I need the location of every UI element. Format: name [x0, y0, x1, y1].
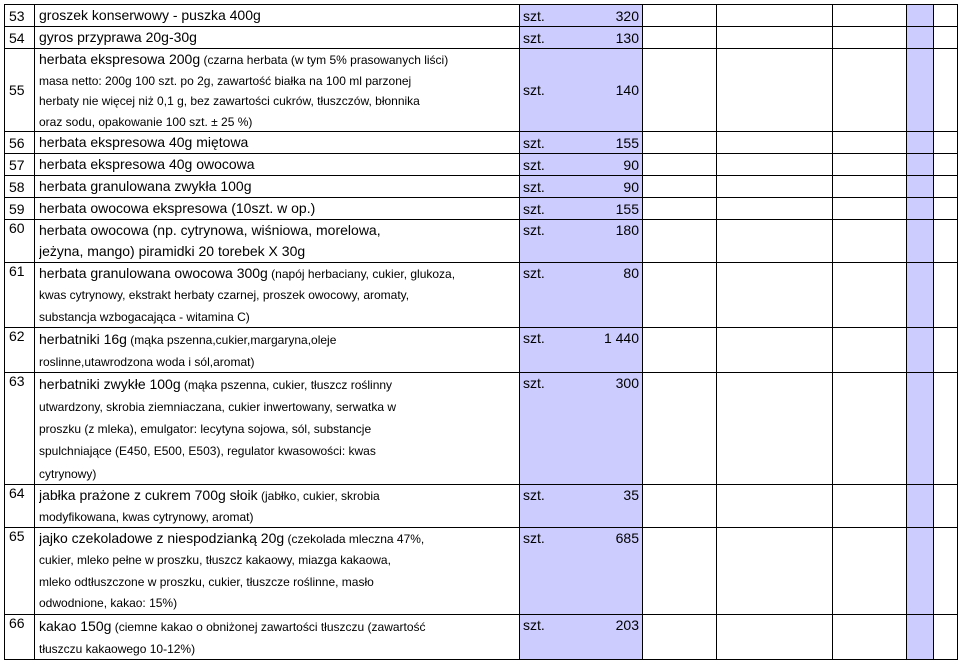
- product-description: [35, 220, 520, 263]
- product-name: herbata owocowa (np. cytrynowa, wiśniowa, morelowa,: [39, 222, 381, 238]
- empty-cell-1: [643, 327, 717, 372]
- unit-cell: szt.: [520, 49, 595, 132]
- empty-cell-3: [833, 176, 907, 198]
- product-details: (mąka pszenna, cukier, tłuszcz roślinny: [180, 377, 393, 392]
- empty-cell-4: [907, 132, 934, 154]
- product-details: (jabłko, cukier, skrobia: [257, 488, 380, 503]
- product-details: kwas cytrynowy, ekstrakt herbaty czarnej, proszek owocowy, aromaty,: [39, 288, 410, 303]
- empty-cell-3: [833, 5, 907, 27]
- empty-cell-2: [717, 27, 833, 49]
- row-number: 59: [5, 198, 35, 220]
- empty-cell-4: [907, 527, 934, 614]
- product-name: gyros przyprawa 20g-30g: [39, 29, 197, 45]
- table-row: [5, 27, 958, 49]
- product-details: odwodnione, kakao: 15%): [39, 596, 178, 611]
- unit-cell: szt.: [520, 527, 595, 614]
- product-description: [35, 132, 520, 154]
- empty-cell-4: [907, 263, 934, 328]
- table-row: [5, 484, 958, 527]
- empty-cell-2: [717, 484, 833, 527]
- unit-cell: szt.: [520, 176, 595, 198]
- empty-cell-1: [643, 27, 717, 49]
- empty-cell-5: [934, 220, 958, 263]
- description-line: [39, 198, 519, 219]
- product-name: herbatniki 16g: [39, 330, 127, 347]
- row-number: 63: [5, 372, 35, 484]
- product-name: herbata granulowana owocowa 300g: [39, 265, 268, 281]
- product-description: [35, 327, 520, 372]
- description-line: [39, 373, 519, 395]
- product-description: [35, 263, 520, 328]
- empty-cell-2: [717, 198, 833, 220]
- unit-cell: szt.: [520, 132, 595, 154]
- quantity-cell: 320: [595, 5, 643, 27]
- table-row: [5, 198, 958, 220]
- row-number: 65: [5, 527, 35, 614]
- product-details: modyfikowana, kwas cytrynowy, aromat): [39, 509, 254, 524]
- empty-cell-2: [717, 327, 833, 372]
- empty-cell-3: [833, 484, 907, 527]
- product-description: [35, 198, 520, 220]
- product-description: [35, 527, 520, 614]
- empty-cell-5: [934, 614, 958, 659]
- empty-cell-1: [643, 484, 717, 527]
- empty-cell-3: [833, 372, 907, 484]
- row-number: 64: [5, 484, 35, 527]
- description-line: [39, 506, 519, 527]
- product-description: [35, 5, 520, 27]
- table-row: [5, 527, 958, 614]
- row-number: 58: [5, 176, 35, 198]
- unit-cell: szt.: [520, 263, 595, 328]
- description-line: [39, 549, 519, 571]
- product-details: cytrynowy): [39, 466, 97, 481]
- description-line: [39, 70, 519, 91]
- description-line: [39, 637, 519, 659]
- description-line: [39, 350, 519, 372]
- product-details: masa netto: 200g 100 szt. po 2g, zawartość białka na 100 ml parzonej: [39, 73, 412, 88]
- unit-cell: szt.: [520, 484, 595, 527]
- quantity-cell: 90: [595, 176, 643, 198]
- product-description: [35, 484, 520, 527]
- empty-cell-1: [643, 132, 717, 154]
- empty-cell-5: [934, 27, 958, 49]
- product-details: substancja wzbogacająca - witamina C): [39, 309, 250, 324]
- empty-cell-5: [934, 484, 958, 527]
- empty-cell-4: [907, 484, 934, 527]
- description-line: [39, 328, 519, 350]
- empty-cell-1: [643, 263, 717, 328]
- unit-cell: szt.: [520, 327, 595, 372]
- table-row: [5, 49, 958, 132]
- empty-cell-4: [907, 614, 934, 659]
- empty-cell-1: [643, 49, 717, 132]
- empty-cell-4: [907, 49, 934, 132]
- description-line: [39, 154, 519, 175]
- row-number: 66: [5, 614, 35, 659]
- quantity-cell: 685: [595, 527, 643, 614]
- unit-cell: szt.: [520, 154, 595, 176]
- product-details: (napój herbaciany, cukier, glukoza,: [267, 267, 456, 281]
- product-details: herbaty nie więcej niż 0,1 g, bez zawartości cukrów, tłuszczów, błonnika: [39, 94, 420, 108]
- product-name: jabłka prażone z cukrem 700g słoik: [39, 486, 258, 503]
- product-name: herbata ekspresowa 200g: [39, 51, 201, 67]
- product-name: herbata granulowana zwykła 100g: [39, 178, 252, 194]
- description-line: [39, 176, 519, 197]
- description-line: [39, 571, 519, 593]
- product-description: [35, 49, 520, 132]
- description-line: [39, 485, 519, 506]
- table-body: [5, 5, 958, 660]
- product-details: proszku (z mleka), emulgator: lecytyna sojowa, sól, substancje: [39, 422, 372, 437]
- description-line: [39, 528, 519, 550]
- empty-cell-5: [934, 132, 958, 154]
- unit-cell: szt.: [520, 614, 595, 659]
- empty-cell-3: [833, 327, 907, 372]
- table-row: [5, 132, 958, 154]
- product-name: herbatniki zwykłe 100g: [39, 375, 181, 392]
- empty-cell-4: [907, 372, 934, 484]
- description-line: [39, 462, 519, 484]
- empty-cell-1: [643, 176, 717, 198]
- empty-cell-2: [717, 5, 833, 27]
- description-line: [39, 263, 519, 284]
- quantity-cell: 300: [595, 372, 643, 484]
- empty-cell-4: [907, 5, 934, 27]
- description-line: [39, 5, 519, 26]
- row-number: 56: [5, 132, 35, 154]
- empty-cell-4: [907, 220, 934, 263]
- empty-cell-2: [717, 220, 833, 263]
- empty-cell-5: [934, 176, 958, 198]
- product-details: oraz sodu, opakowanie 100 szt. ± 25 %): [39, 114, 253, 129]
- product-details: cukier, mleko pełne w proszku, tłuszcz kakaowy, miazga kakaowa,: [39, 553, 391, 568]
- empty-cell-5: [934, 327, 958, 372]
- empty-cell-5: [934, 263, 958, 328]
- quantity-cell: 80: [595, 263, 643, 328]
- empty-cell-1: [643, 614, 717, 659]
- empty-cell-5: [934, 527, 958, 614]
- empty-cell-2: [717, 527, 833, 614]
- empty-cell-2: [717, 372, 833, 484]
- product-name: jeżyna, mango) piramidki 20 torebek X 30g: [39, 243, 306, 259]
- quantity-cell: 155: [595, 198, 643, 220]
- description-line: [39, 306, 519, 327]
- description-line: [39, 439, 519, 461]
- table-row: [5, 220, 958, 263]
- table-row: [5, 176, 958, 198]
- product-details: roslinne,utawrodzona woda i sól,aromat): [39, 354, 255, 369]
- empty-cell-1: [643, 5, 717, 27]
- empty-cell-2: [717, 154, 833, 176]
- quantity-cell: 130: [595, 27, 643, 49]
- description-line: [39, 395, 519, 417]
- description-line: [39, 220, 519, 241]
- quantity-cell: 155: [595, 132, 643, 154]
- empty-cell-1: [643, 220, 717, 263]
- empty-cell-3: [833, 27, 907, 49]
- empty-cell-1: [643, 198, 717, 220]
- empty-cell-3: [833, 527, 907, 614]
- product-description: [35, 154, 520, 176]
- description-line: [39, 417, 519, 439]
- empty-cell-1: [643, 372, 717, 484]
- row-number: 55: [5, 49, 35, 132]
- product-details: (czarna herbata (w tym 5% prasowanych liści): [200, 53, 449, 67]
- table-row: [5, 5, 958, 27]
- description-line: [39, 49, 519, 70]
- table-row: [5, 263, 958, 328]
- row-number: 62: [5, 327, 35, 372]
- product-details: tłuszczu kakaowego 10-12%): [39, 641, 196, 656]
- table-row: [5, 327, 958, 372]
- table-row: [5, 154, 958, 176]
- quantity-cell: 180: [595, 220, 643, 263]
- empty-cell-2: [717, 132, 833, 154]
- empty-cell-4: [907, 176, 934, 198]
- product-name: kakao 150g: [39, 617, 112, 634]
- empty-cell-3: [833, 49, 907, 132]
- product-description: [35, 614, 520, 659]
- product-name: herbata ekspresowa 40g miętowa: [39, 134, 249, 150]
- quantity-cell: 35: [595, 484, 643, 527]
- quantity-cell: 140: [595, 49, 643, 132]
- product-details: (mąka pszenna,cukier,margaryna,oleje: [126, 332, 337, 347]
- product-details: (ciemne kakao o obniżonej zawartości tłuszczu (zawartość: [111, 619, 426, 634]
- table-row: [5, 372, 958, 484]
- empty-cell-3: [833, 220, 907, 263]
- quantity-cell: 203: [595, 614, 643, 659]
- empty-cell-4: [907, 198, 934, 220]
- row-number: 57: [5, 154, 35, 176]
- unit-cell: szt.: [520, 372, 595, 484]
- empty-cell-2: [717, 614, 833, 659]
- empty-cell-3: [833, 154, 907, 176]
- product-details: (czekolada mleczna 47%,: [284, 531, 425, 546]
- empty-cell-5: [934, 154, 958, 176]
- product-description: [35, 372, 520, 484]
- row-number: 61: [5, 263, 35, 328]
- quantity-cell: 90: [595, 154, 643, 176]
- empty-cell-2: [717, 49, 833, 132]
- row-number: 53: [5, 5, 35, 27]
- empty-cell-3: [833, 263, 907, 328]
- empty-cell-5: [934, 49, 958, 132]
- empty-cell-4: [907, 327, 934, 372]
- unit-cell: szt.: [520, 198, 595, 220]
- empty-cell-2: [717, 263, 833, 328]
- empty-cell-3: [833, 198, 907, 220]
- empty-cell-5: [934, 5, 958, 27]
- product-name: herbata ekspresowa 40g owocowa: [39, 156, 255, 172]
- empty-cell-5: [934, 198, 958, 220]
- unit-cell: szt.: [520, 220, 595, 263]
- empty-cell-3: [833, 614, 907, 659]
- empty-cell-2: [717, 176, 833, 198]
- empty-cell-1: [643, 527, 717, 614]
- empty-cell-1: [643, 154, 717, 176]
- description-line: [39, 27, 519, 48]
- product-details: spulchniające (E450, E500, E503), regulator kwasowości: kwas: [39, 444, 376, 459]
- quantity-cell: 1 440: [595, 327, 643, 372]
- unit-cell: szt.: [520, 27, 595, 49]
- product-description: [35, 27, 520, 49]
- description-line: [39, 90, 519, 111]
- empty-cell-5: [934, 372, 958, 484]
- product-details: mleko odtłuszczone w proszku, cukier, tłuszcze roślinne, masło: [39, 574, 374, 589]
- table-row: [5, 614, 958, 659]
- description-line: [39, 615, 519, 637]
- empty-cell-3: [833, 132, 907, 154]
- description-line: [39, 241, 519, 262]
- product-name: groszek konserwowy - puszka 400g: [39, 7, 261, 23]
- empty-cell-4: [907, 154, 934, 176]
- product-description: [35, 176, 520, 198]
- row-number: 60: [5, 220, 35, 263]
- product-name: herbata owocowa ekspresowa (10szt. w op.): [39, 200, 316, 216]
- description-line: [39, 132, 519, 153]
- unit-cell: szt.: [520, 5, 595, 27]
- description-line: [39, 284, 519, 305]
- description-line: [39, 111, 519, 132]
- product-details: utwardzony, skrobia ziemniaczana, cukier inwertowany, serwatka w: [39, 400, 397, 415]
- description-line: [39, 592, 519, 614]
- empty-cell-4: [907, 27, 934, 49]
- price-table: [4, 4, 958, 660]
- row-number: 54: [5, 27, 35, 49]
- product-name: jajko czekoladowe z niespodzianką 20g: [39, 529, 285, 546]
